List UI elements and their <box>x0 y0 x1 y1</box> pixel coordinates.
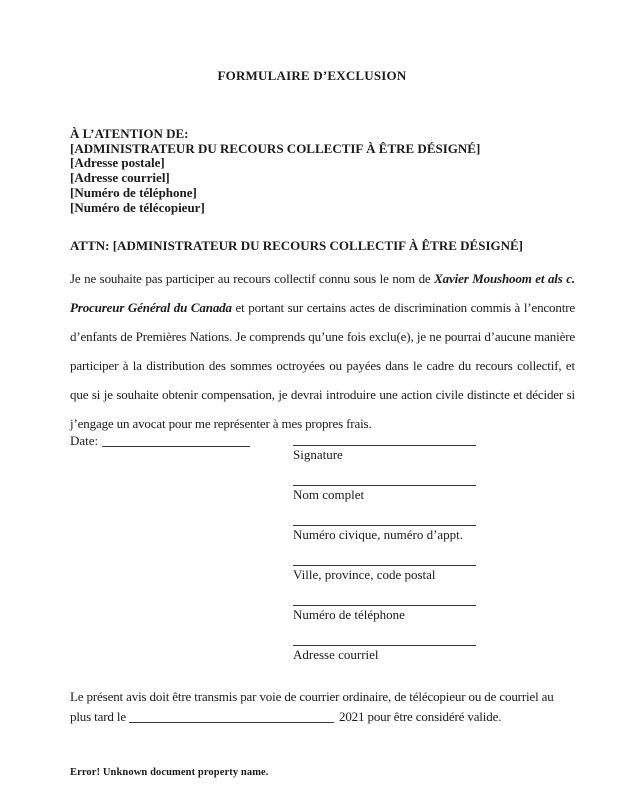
paragraph-text-after-case: et portant sur certains actes de discrimination commis à l’encontre d’enfants de Premières Nations. Je comprends qu’une fois exclu(e), je ne pourrai d’aucune manière participer à la distribution des sommes octroyées ou payées dans le cadre du recours collectif, et que si je souhaite obtenir compensation, je devrai introduire une action civile distincte et décider si j’engage un avocat pour me représenter à mes propres frais. <box>70 300 576 431</box>
body-paragraph <box>70 264 575 438</box>
recipient-phone-line: [Numéro de téléphone] <box>70 184 197 200</box>
civic-number-field-label: Numéro civique, numéro d’appt. <box>293 527 464 542</box>
full-name-blank-line[interactable] <box>293 472 476 486</box>
notice-line-2-after-blank: 2021 pour être considéré valide. <box>338 709 502 724</box>
recipient-administrator-line: [ADMINISTRATEUR DU RECOURS COLLECTIF À ÊTRE DÉSIGNÉ] <box>70 140 481 156</box>
email-address-field-group <box>293 632 477 662</box>
city-province-field-label: Ville, province, code postal <box>293 567 436 582</box>
transmission-notice <box>70 687 580 727</box>
recipient-attention-line: À L’ATENTION DE: <box>70 126 189 141</box>
footer-error-text: Error! Unknown document property name. <box>70 767 269 778</box>
civic-number-field-group <box>293 512 477 542</box>
date-blank-line[interactable] <box>102 434 250 447</box>
recipient-address-block <box>70 127 575 215</box>
phone-number-field-label: Numéro de téléphone <box>293 607 405 622</box>
signature-fields-column <box>293 432 477 672</box>
date-label: Date: <box>70 433 99 448</box>
full-name-field-label: Nom complet <box>293 487 365 502</box>
phone-number-blank-line[interactable] <box>293 592 476 606</box>
city-province-field-group <box>293 552 477 582</box>
full-name-field-group <box>293 472 477 502</box>
deadline-date-blank-line[interactable] <box>129 710 334 723</box>
signature-field-group <box>293 432 477 462</box>
notice-line-1: Le présent avis doit être transmis par voie de courrier ordinaire, de télécopieur ou de courriel au <box>70 689 554 704</box>
attn-line: ATTN: [ADMINISTRATEUR DU RECOURS COLLECTIF À ÊTRE DÉSIGNÉ] <box>70 238 524 253</box>
page-title: FORMULAIRE D’EXCLUSION <box>217 68 407 83</box>
city-province-blank-line[interactable] <box>293 552 476 566</box>
notice-line-2 <box>70 707 580 727</box>
notice-line-2-before-blank: plus tard le <box>70 709 126 724</box>
recipient-postal-address-line: [Adresse postale] <box>70 155 165 171</box>
email-address-blank-line[interactable] <box>293 632 476 646</box>
civic-number-blank-line[interactable] <box>293 512 476 526</box>
phone-number-field-group <box>293 592 477 622</box>
signature-field-label: Signature <box>293 447 343 462</box>
date-row <box>70 432 250 449</box>
signature-blank-line[interactable] <box>293 432 476 446</box>
case-name: Xavier Moushoom et als c. Procureur Général du Canada <box>70 271 575 315</box>
recipient-fax-line: [Numéro de télécopieur] <box>70 199 205 215</box>
recipient-email-line: [Adresse courriel] <box>70 170 170 186</box>
paragraph-text-before-case: Je ne souhaite pas participer au recours collectif connu sous le nom de <box>70 271 435 286</box>
email-address-field-label: Adresse courriel <box>293 647 379 662</box>
